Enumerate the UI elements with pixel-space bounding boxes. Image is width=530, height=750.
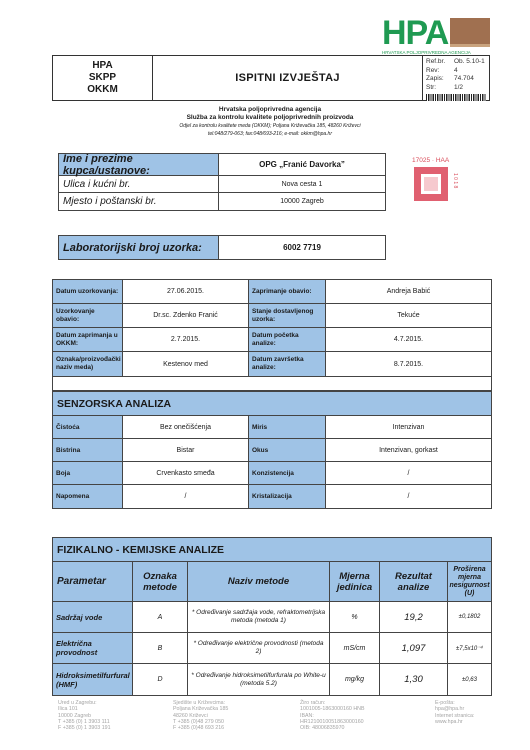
meta-row xyxy=(426,84,486,93)
meta-key: Zapis: xyxy=(426,75,444,83)
sample-row xyxy=(53,352,491,376)
footer-line: Sjedište u Križevcima: xyxy=(173,700,226,706)
sample-label: Datum početka analize: xyxy=(249,328,326,351)
sensory-row xyxy=(53,485,491,508)
sample-value: 27.06.2015. xyxy=(123,280,249,303)
uncertainty-cell: ±7,5x10⁻⁴ xyxy=(455,645,484,652)
sample-label: Stanje dostavljenog uzorka: xyxy=(249,304,326,327)
meta-value: 4 xyxy=(454,66,458,74)
org-line: OKKM xyxy=(87,84,118,95)
method-code-cell: B xyxy=(133,633,188,663)
sensory-row xyxy=(53,462,491,485)
org-line: SKPP xyxy=(88,72,117,83)
unit-cell: mg/kg xyxy=(330,664,380,695)
method-name-cell: * Određivanje sadržaja vode, refraktometrijska metoda (metoda 1) xyxy=(188,602,330,632)
sensory-label: Miris xyxy=(249,416,326,438)
customer-value: 10000 Zagreb xyxy=(280,198,324,205)
agency-service: Služba za kontrolu kvalitete poljoprivrednih proizvoda xyxy=(186,114,354,121)
param-cell: Električna provodnost xyxy=(53,633,133,663)
sample-value: Andreja Babić xyxy=(386,288,431,295)
sample-label: Datum uzorkovanja: xyxy=(53,280,123,303)
sensory-row xyxy=(53,416,491,439)
param-cell: Sadržaj vode xyxy=(53,602,133,632)
customer-box xyxy=(58,153,386,211)
sensory-value: Intenzivan, gorkast xyxy=(379,446,438,454)
footer-line: OIB: 48006835970 xyxy=(300,725,345,732)
footer-column xyxy=(435,700,495,731)
column-header: Oznaka metode xyxy=(133,562,188,601)
method-name-cell: * Određivanje električne provodnosti (metoda 2) xyxy=(188,633,330,663)
table-row xyxy=(53,602,491,633)
param-cell: Hidroksimetilfurfural (HMF) xyxy=(53,664,133,695)
sample-info-table xyxy=(52,279,492,377)
footer-line: www.hpa.hr xyxy=(435,718,463,725)
footer-line: 48260 Križevci xyxy=(173,712,208,719)
result-cell: 1,097 xyxy=(380,633,448,663)
sample-value: 2.7.2015. xyxy=(123,328,249,351)
sample-label: Datum završetka analize: xyxy=(249,352,326,376)
customer-label: Mjesto i poštanski br. xyxy=(59,193,219,210)
sample-value: Dr.sc. Zdenko Franić xyxy=(123,304,249,327)
result-cell: 1,30 xyxy=(380,664,448,695)
meta-value: 1/2 xyxy=(454,83,464,91)
agency-info xyxy=(90,106,450,138)
column-header: Naziv metode xyxy=(188,562,330,601)
meta-key: Str: xyxy=(426,83,437,91)
meta-row xyxy=(426,58,486,67)
customer-row xyxy=(59,193,385,210)
footer-line: HR1210010051863000160 xyxy=(300,718,364,725)
barcode xyxy=(426,94,486,101)
stamp-code: 17025 · HAA xyxy=(412,157,450,164)
column-header: Rezultat analize xyxy=(380,562,448,601)
logo-text: HPA xyxy=(382,14,449,52)
stamp-inner xyxy=(424,177,438,191)
column-header: Mjerna jedinica xyxy=(330,562,380,601)
sample-value: Tekuće xyxy=(397,312,420,319)
table-header-row xyxy=(53,562,491,602)
table-row xyxy=(53,633,491,664)
footer-line: hpa@hpa.hr xyxy=(435,706,465,713)
uncertainty-cell: ±0,1802 xyxy=(458,614,481,620)
unit-cell: mS/cm xyxy=(330,633,380,663)
physchem-analysis-table xyxy=(52,537,492,696)
org-line: HPA xyxy=(92,60,113,71)
method-code-cell: D xyxy=(133,664,188,695)
logo-square xyxy=(450,18,490,44)
customer-row xyxy=(59,176,385,193)
table-row xyxy=(53,664,491,695)
table-spacer xyxy=(52,377,492,391)
lab-number-label: Laboratorijski broj uzorka: xyxy=(59,236,219,259)
footer-line: 1001005-1863000160 HNB xyxy=(300,706,365,713)
meta-key: Ref.br. xyxy=(426,58,446,65)
page-footer xyxy=(58,700,498,731)
sample-value: 4.7.2015. xyxy=(393,336,424,343)
stamp-side-text: 1 0 1 8 xyxy=(452,173,458,189)
sensory-analysis-table xyxy=(52,391,492,509)
footer-line: Poljana Križevačka 185 xyxy=(173,706,229,713)
sample-row xyxy=(53,280,491,304)
customer-label: Ime i prezime kupca/ustanove: xyxy=(59,154,219,175)
sensory-label: Kristalizacija xyxy=(249,485,326,508)
report-header xyxy=(52,55,490,101)
accreditation-stamp xyxy=(408,157,458,215)
meta-value: 74.704 xyxy=(454,75,474,83)
sensory-label: Napomena xyxy=(53,485,123,508)
sensory-value: Bez onečišćenja xyxy=(123,416,249,438)
header-meta xyxy=(423,56,489,100)
sample-label: Datum zaprimanja u OKKM: xyxy=(53,328,123,351)
report-title: ISPITNI IZVJEŠTAJ xyxy=(153,56,423,100)
sample-label: Oznaka/proizvođački naziv meda) xyxy=(53,352,123,376)
footer-line: Internet stranica: xyxy=(435,712,475,719)
result-cell: 19,2 xyxy=(380,602,448,632)
footer-line: IBAN: xyxy=(300,712,314,719)
lab-number-box xyxy=(58,235,386,260)
column-header: Parametar xyxy=(53,562,133,601)
lab-number-value: 6002 7719 xyxy=(283,243,321,252)
sensory-value: / xyxy=(123,485,249,508)
agency-dept: Odjel za kontrolu kvalitete meda (OKKM); Poljana Križevačka 185, 48260 Križevci xyxy=(179,123,361,129)
agency-contact: tel:048/279-063; fax:048/693-216; e-mail: okkm@hpa.hr xyxy=(207,131,333,137)
footer-line: F +385 (0)48 693 216 xyxy=(173,725,225,732)
footer-column xyxy=(58,700,173,731)
sensory-label: Bistrina xyxy=(53,439,123,461)
meta-row xyxy=(426,67,486,76)
customer-value: OPG „Franić Davorka” xyxy=(259,160,345,169)
sensory-label: Konzistencija xyxy=(249,462,326,484)
footer-line: Ilica 101 xyxy=(58,706,78,713)
sample-value: Kestenov med xyxy=(123,352,249,376)
sensory-value: Bistar xyxy=(123,439,249,461)
footer-line: F +385 (0) 1 3903 191 xyxy=(58,725,111,732)
method-code-cell: A xyxy=(133,602,188,632)
footer-column xyxy=(300,700,435,731)
logo-subtitle: HRVATSKA POLJOPRIVREDNA AGENCIJA xyxy=(382,50,471,55)
method-name-cell: * Određivanje hidroksimetilfurfurala po White-u (metoda 5.2) xyxy=(188,664,330,695)
meta-row xyxy=(426,75,486,84)
customer-row xyxy=(59,154,385,176)
sensory-value: / xyxy=(407,493,410,500)
section-title: SENZORSKA ANALIZA xyxy=(53,392,491,416)
sensory-row xyxy=(53,439,491,462)
footer-column xyxy=(173,700,300,731)
uncertainty-cell: ±0,63 xyxy=(462,676,477,683)
footer-line: E-pošta: xyxy=(435,700,455,706)
sensory-value: Intenzivan xyxy=(392,423,425,431)
footer-line: T +385 (0) 1 3903 111 xyxy=(58,718,110,725)
sample-label: Zaprimanje obavio: xyxy=(249,280,326,303)
footer-line: 10000 Zagreb xyxy=(58,712,91,719)
column-header: Proširena mjerna nesigurnost (U) xyxy=(448,562,491,601)
header-org xyxy=(53,56,153,100)
sensory-label: Čistoća xyxy=(53,416,123,438)
logo-bar xyxy=(450,44,490,47)
meta-key: Rev: xyxy=(426,66,440,74)
meta-value: Ob. 5.10-1 xyxy=(454,58,485,65)
footer-line: Žiro račun: xyxy=(300,700,326,706)
sensory-label: Boja xyxy=(53,462,123,484)
hpa-logo xyxy=(382,14,490,54)
customer-value: Nova cesta 1 xyxy=(281,180,323,188)
footer-line: Ured u Zagrebu: xyxy=(58,700,97,706)
customer-label: Ulica i kućni br. xyxy=(59,176,219,192)
sensory-value: Crvenkasto smeđa xyxy=(123,462,249,484)
section-title: FIZIKALNO - KEMIJSKE ANALIZE xyxy=(53,538,491,562)
sensory-value: / xyxy=(407,469,410,477)
sample-label: Uzorkovanje obavio: xyxy=(53,304,123,327)
unit-cell: % xyxy=(330,602,380,632)
footer-line: T +385 (0)48 279 050 xyxy=(173,718,224,725)
agency-name: Hrvatska poljoprivredna agencija xyxy=(218,106,322,113)
sample-row xyxy=(53,328,491,352)
sensory-label: Okus xyxy=(249,439,326,461)
sample-row xyxy=(53,304,491,328)
sample-value: 8.7.2015. xyxy=(393,360,424,368)
